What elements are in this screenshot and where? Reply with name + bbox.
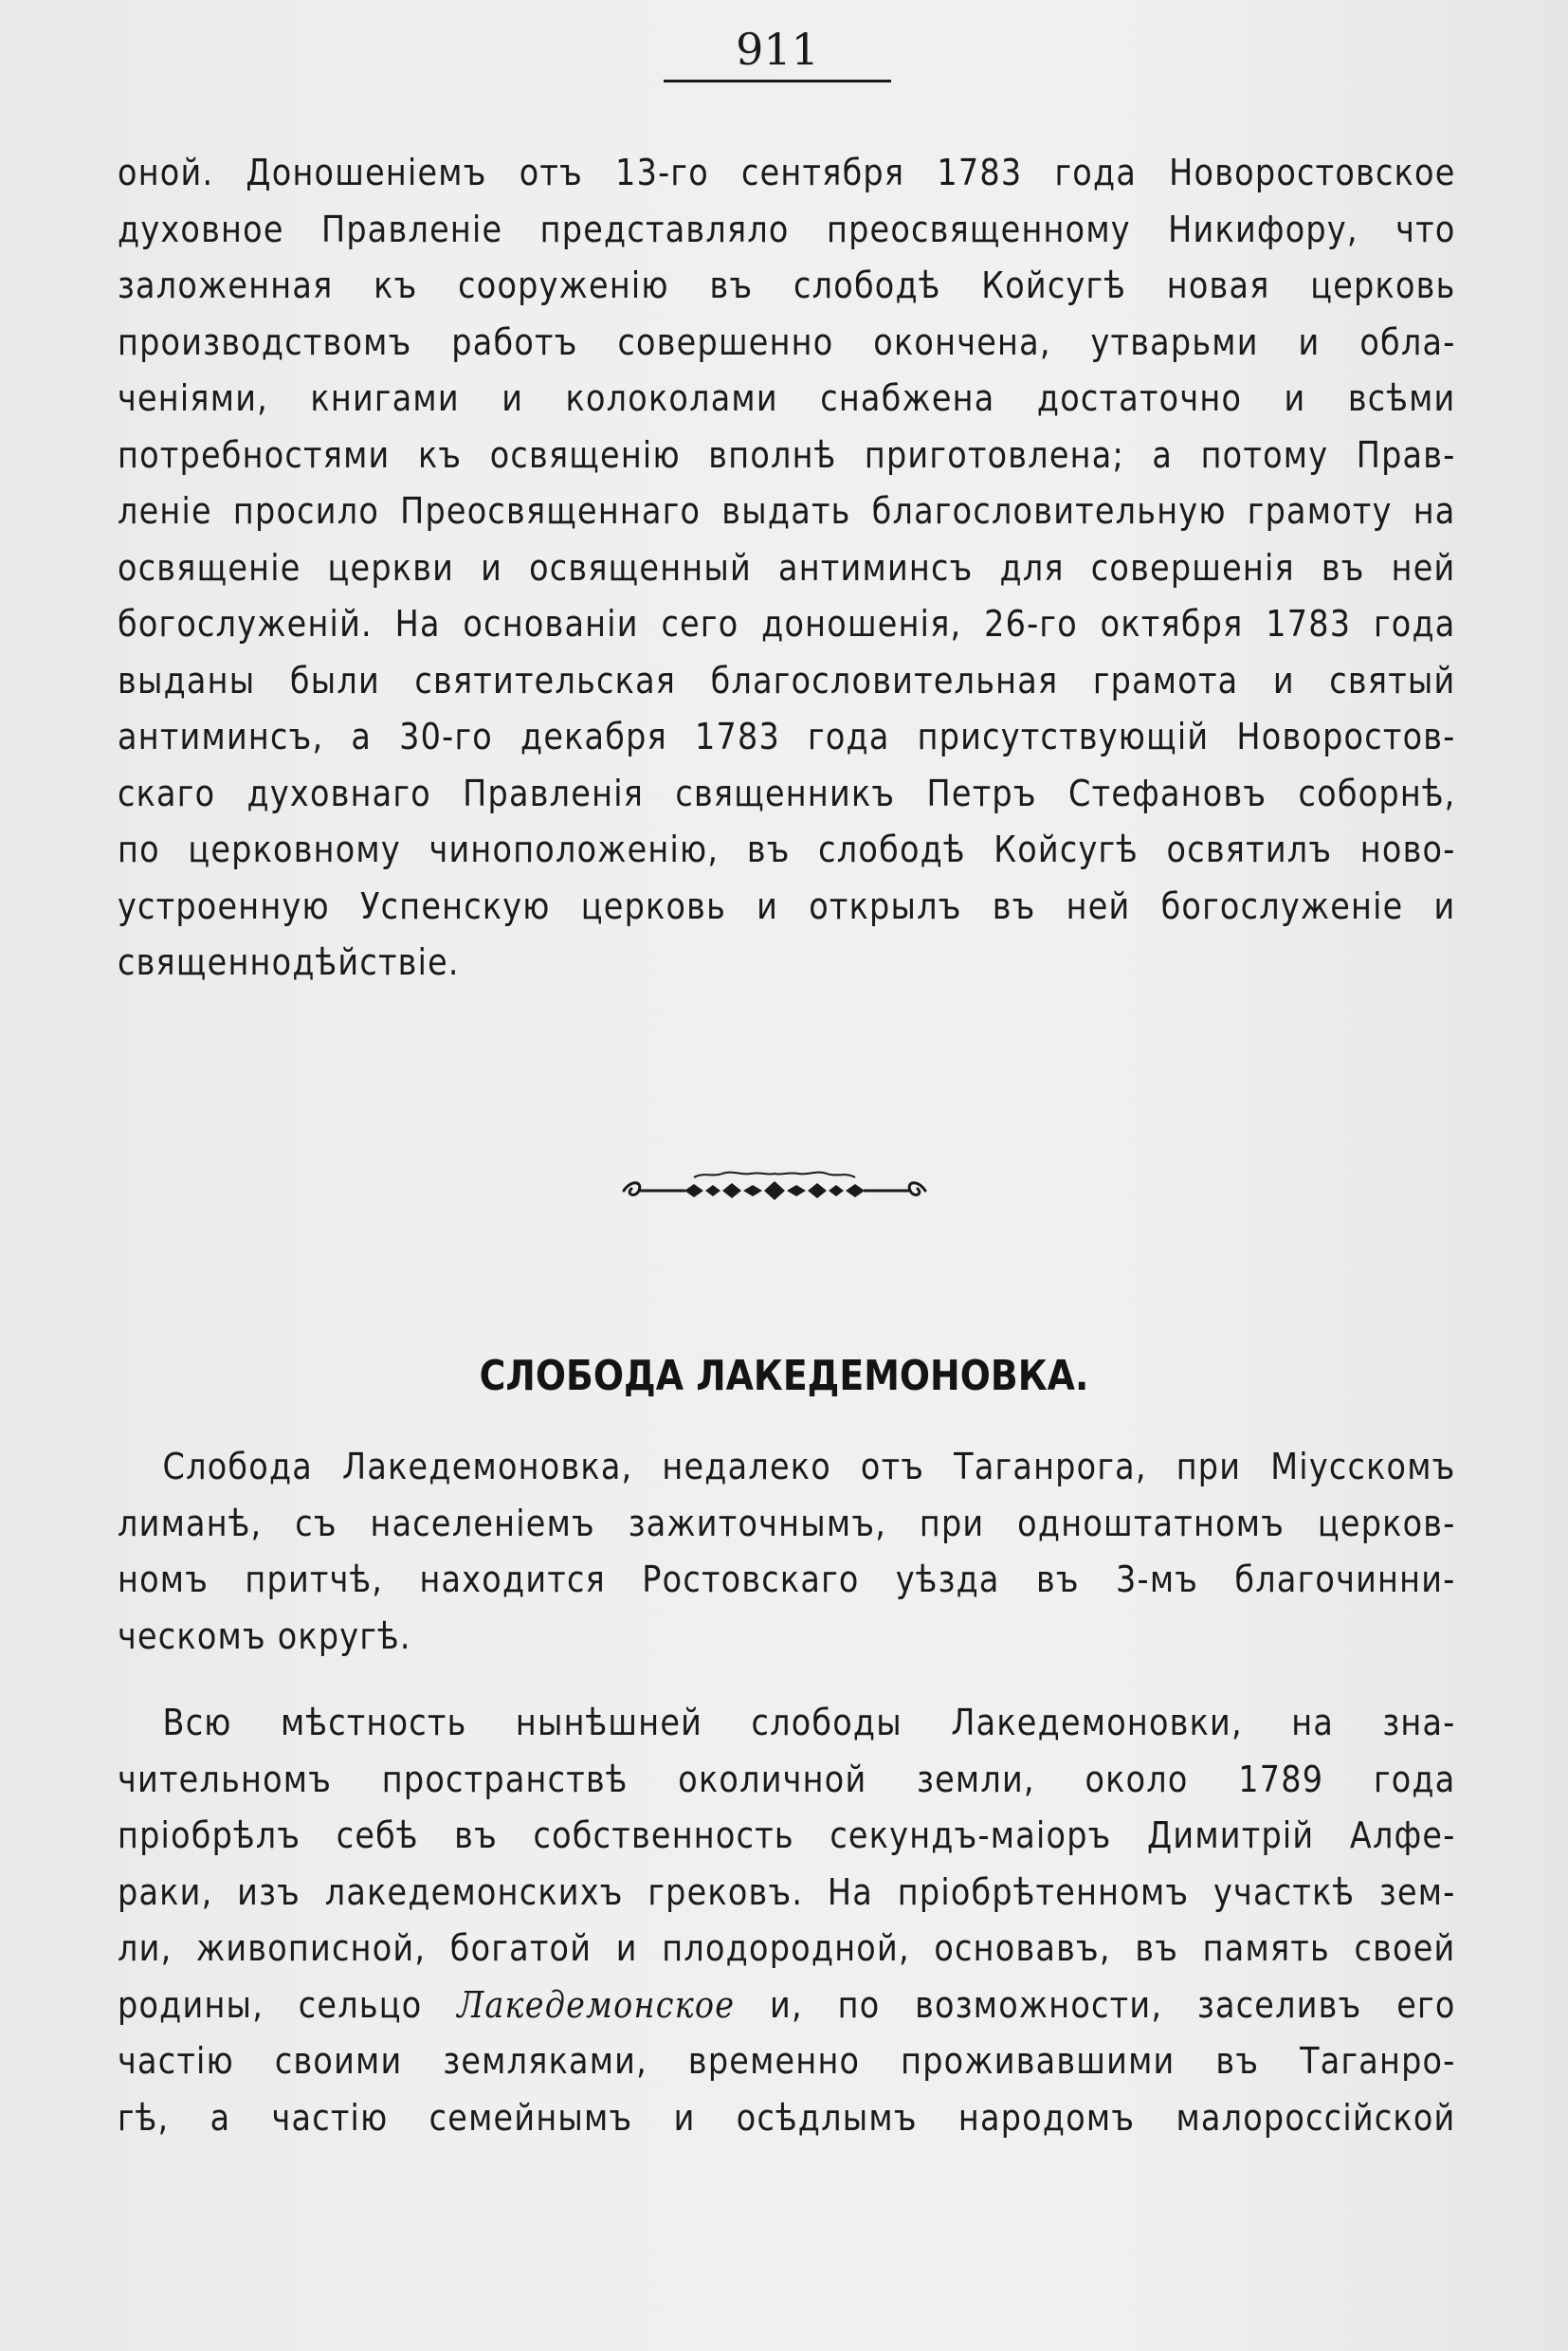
paragraph bbox=[118, 1695, 1456, 2146]
text-line: оной. Доношеніемъ отъ 13-го сентября 1783 года Новоростовское bbox=[118, 152, 1456, 193]
text-line: священнодѣйствіе. bbox=[118, 941, 460, 983]
text-line: скаго духовнаго Правленія священникъ Петръ Стефановъ соборнѣ, bbox=[118, 772, 1456, 814]
text-line: номъ притчѣ, находится Ростовскаго уѣзда въ 3-мъ благочинни- bbox=[118, 1558, 1456, 1600]
text-line: антиминсъ, а 30-го декабря 1783 года присутствующій Новоростов- bbox=[118, 716, 1456, 757]
section-title: СЛОБОДА ЛАКЕДЕМОНОВКА. bbox=[479, 1352, 1089, 1400]
text-line: устроенную Успенскую церковь и открылъ въ ней богослуженіе и bbox=[118, 884, 1456, 927]
italic-place-name: Лакедемонское bbox=[457, 1983, 736, 2026]
text-segment: и, по возможности, заселивъ его bbox=[735, 1983, 1456, 2026]
text-line: ческомъ округѣ. bbox=[118, 1614, 411, 1657]
text-line: ли, живописной, богатой и плодородной, основавъ, въ память своей bbox=[118, 1927, 1456, 1969]
text-line: Всю мѣстность нынѣшней слободы Лакедемоновки, на зна- bbox=[162, 1702, 1456, 1743]
text-line: гѣ, а частію семейнымъ и осѣдлымъ народомъ малороссійской bbox=[118, 2096, 1456, 2139]
text-line: леніе просило Преосвященнаго выдать благословительную грамоту на bbox=[118, 490, 1456, 532]
text-line: чительномъ пространствѣ околичной земли, около 1789 года bbox=[118, 1758, 1456, 1800]
text-line: Слобода Лакедемоновка, недалеко отъ Таганрога, при Міусскомъ bbox=[162, 1446, 1456, 1487]
text-line: богослуженій. На основаніи сего доношенія, 26-го октября 1783 года bbox=[118, 603, 1456, 645]
ornament-divider-icon bbox=[618, 1168, 931, 1210]
paragraph-continuation bbox=[118, 145, 1456, 992]
text-line: по церковному чиноположенію, въ слободѣ Койсугѣ освятилъ ново- bbox=[118, 829, 1456, 870]
text-line: частію своими земляками, временно проживавшими въ Таганро- bbox=[118, 2040, 1456, 2082]
text-line: выданы были святительская благословительная грамота и святый bbox=[118, 659, 1456, 702]
text-line: раки, изъ лакедемонскихъ грековъ. На пріобрѣтенномъ участкѣ зем- bbox=[118, 1870, 1456, 1913]
page-number: 911 bbox=[736, 24, 819, 75]
paragraph bbox=[118, 1439, 1456, 1665]
text-line: духовное Правленіе представляло преосвященному Никифору, что bbox=[118, 208, 1456, 250]
text-line: производствомъ работъ совершенно окончена, утварьми и обла- bbox=[118, 320, 1456, 363]
text-line: лиманѣ, съ населеніемъ зажиточнымъ, при одноштатномъ церков- bbox=[118, 1502, 1456, 1544]
text-line: потребностями къ освященію вполнѣ приготовлена; а потому Прав- bbox=[118, 433, 1456, 476]
text-line-with-italic bbox=[118, 1977, 1456, 2034]
text-line: заложенная къ сооруженію въ слободѣ Койсугѣ новая церковь bbox=[118, 264, 1456, 306]
text-line: пріобрѣлъ себѣ въ собственность секундъ-маіоръ Димитрій Алфе- bbox=[118, 1814, 1456, 1856]
text-line: освященіе церкви и освященный антиминсъ для совершенія въ ней bbox=[118, 546, 1456, 589]
text-segment: родины, сельцо bbox=[118, 1983, 458, 2026]
page-number-rule bbox=[664, 80, 891, 82]
text-line: ченіями, книгами и колоколами снабжена достаточно и всѣми bbox=[118, 377, 1456, 419]
